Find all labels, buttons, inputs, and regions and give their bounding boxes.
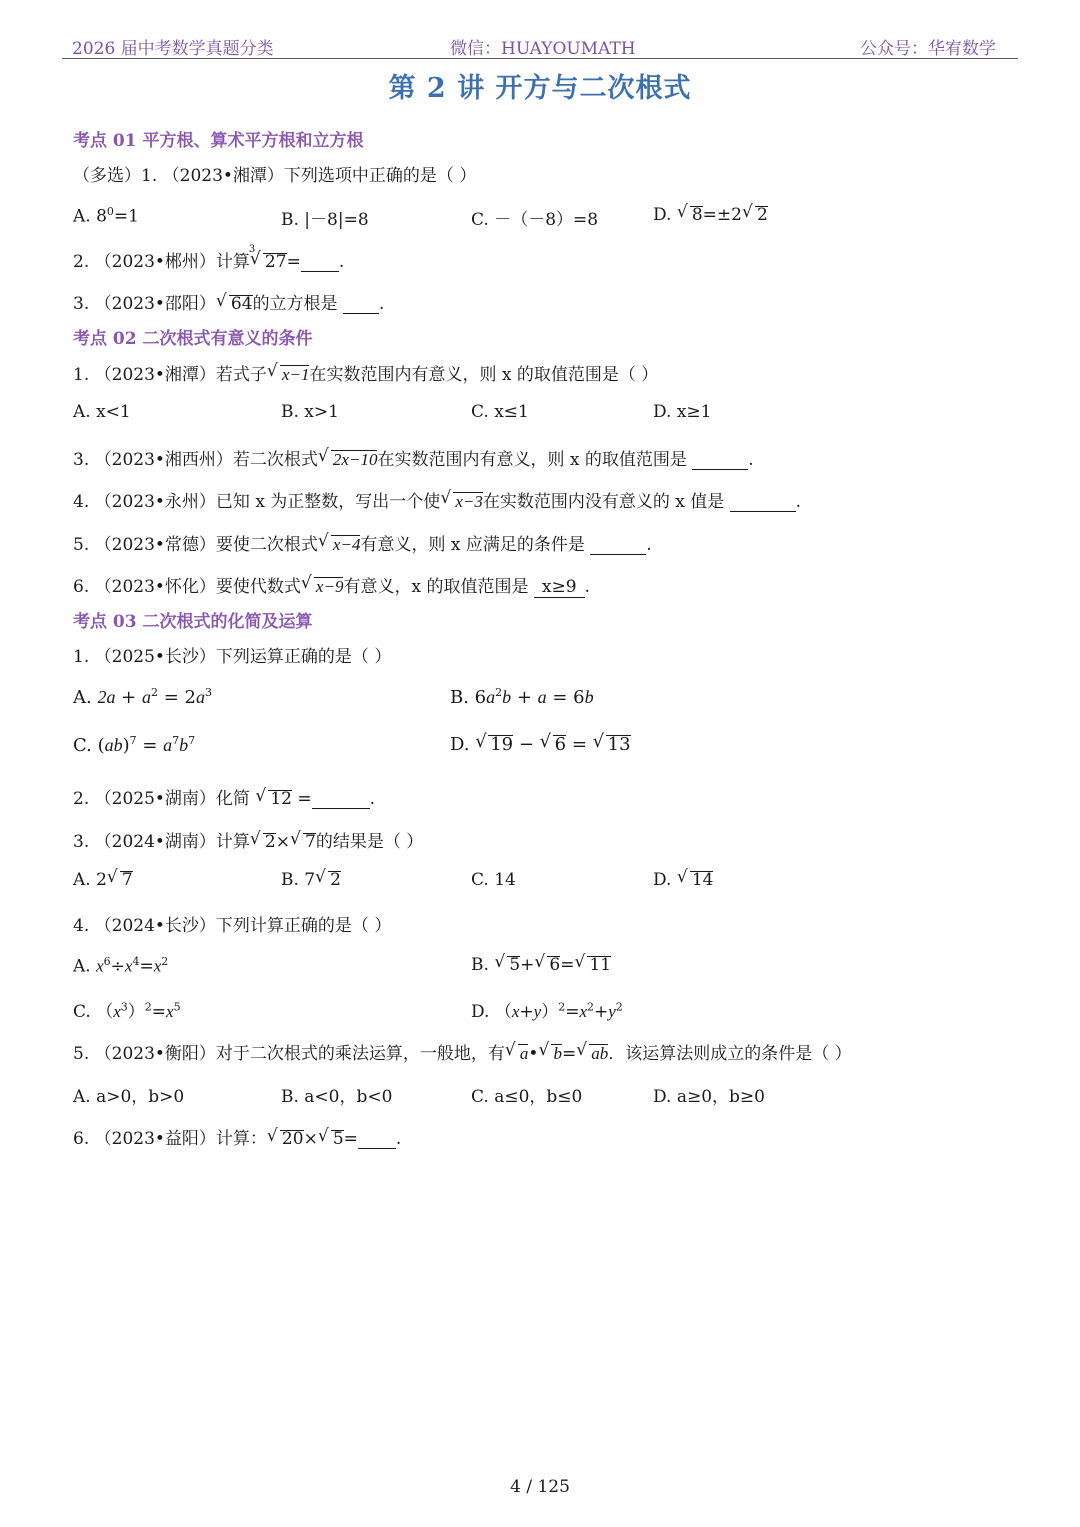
header-left: 2026 届中考数学真题分类 <box>72 39 274 59</box>
option-c: C. x≤1 <box>471 402 529 422</box>
question-1-1: （多选）1. （2023•湘潭）下列选项中正确的是（ ） <box>73 166 477 186</box>
question-3-5: 5. （2023•衡阳）对于二次根式的乘法运算，一般地，有√ a•√ b=√ ab．该运算法则成立的条件是（ ） <box>73 1039 852 1064</box>
header-center: 微信：HUAYOUMATH <box>450 39 636 59</box>
option-b: B. x>1 <box>281 402 339 422</box>
option-c: C. a≤0，b≤0 <box>471 1087 583 1107</box>
question-3-4: 4. （2024•长沙）下列计算正确的是（ ） <box>73 916 392 936</box>
question-2-4: 4. （2023•永州）已知 x 为正整数，写出一个使√ x−3在实数范围内没有意义的 x 值是 . <box>73 487 801 512</box>
option-c: C. －（－8）=8 <box>471 210 599 230</box>
option-d: D. $(x+y)^2=x^2+y^2$ <box>471 1000 623 1022</box>
option-a: A. a>0，b>0 <box>73 1087 185 1107</box>
header-right: 公众号：华宥数学 <box>860 39 996 59</box>
question-2-5: 5. （2023•常德）要使二次根式√ x−4有意义，则 x 应满足的条件是 . <box>73 530 652 555</box>
option-a: A. $x^6\div x^4=x^2$ <box>73 955 169 977</box>
option-d: D. √ 19 − √ 6 = √ 13 <box>450 734 631 755</box>
question-1-2: 2. （2023•郴州）计算 √ 3 27= . <box>73 247 344 272</box>
option-b: B. a<0，b<0 <box>281 1087 393 1107</box>
question-3-1: 1. （2025•长沙）下列运算正确的是（ ） <box>73 647 392 667</box>
section-heading-2: 考点 02 二次根式有意义的条件 <box>73 329 313 349</box>
question-2-6: 6. （2023•怀化）要使代数式√ x−9有意义，x 的取值范围是 x≥9 . <box>73 572 590 598</box>
page-number: 4 / 125 <box>510 1477 570 1497</box>
option-c: C. $(x^3)^2=x^5$ <box>73 1000 181 1022</box>
option-c: C. $(ab)^7 = a^7b^7$ <box>73 734 196 756</box>
option-b: B. 7√ 2 <box>281 870 341 890</box>
option-b: B. |－8|=8 <box>281 210 369 230</box>
option-d: D. a≥0，b≥0 <box>653 1087 765 1107</box>
option-a: A. 2√ 7 <box>73 870 133 890</box>
option-a: A. x<1 <box>73 402 131 422</box>
question-3-6: 6. （2023•益阳）计算：√ 20×√ 5= . <box>73 1124 401 1149</box>
section-heading-1: 考点 01 平方根、算术平方根和立方根 <box>73 131 364 151</box>
question-3-3: 3. （2024•湖南）计算√ 2×√ 7的结果是（ ） <box>73 827 423 852</box>
option-c: C. 14 <box>471 870 516 890</box>
question-1-3: 3. （2023•邵阳）√ 64的立方根是 . <box>73 289 384 314</box>
option-d: D. √ 8=±2√ 2 <box>653 205 768 225</box>
page-header <box>62 30 1018 59</box>
option-d: D. x≥1 <box>653 402 712 422</box>
question-2-1: 1. （2023•湘潭）若式子√ x−1在实数范围内有意义，则 x 的取值范围是（ ） <box>73 360 658 385</box>
option-a: A. $8^0=1$ <box>73 205 139 227</box>
page-title: 第 2 讲 开方与二次根式 <box>388 73 692 104</box>
option-b: B. √ 5+√ 6=√ 11 <box>471 955 611 975</box>
question-3-2: 2. （2025•湖南）化简 √ 12 = . <box>73 784 375 809</box>
question-2-3: 3. （2023•湘西州）若二次根式√ 2x−10在实数范围内有意义，则 x 的取值范围是 . <box>73 445 754 470</box>
answer-blank: x≥9 <box>534 577 585 598</box>
section-heading-3: 考点 03 二次根式的化简及运算 <box>73 612 313 632</box>
option-d: D. √ 14 <box>653 870 713 890</box>
option-a: A. $2a + a^2 = 2a^3$ <box>73 686 212 708</box>
option-b: B. $6a^2b + a = 6b$ <box>450 686 594 708</box>
